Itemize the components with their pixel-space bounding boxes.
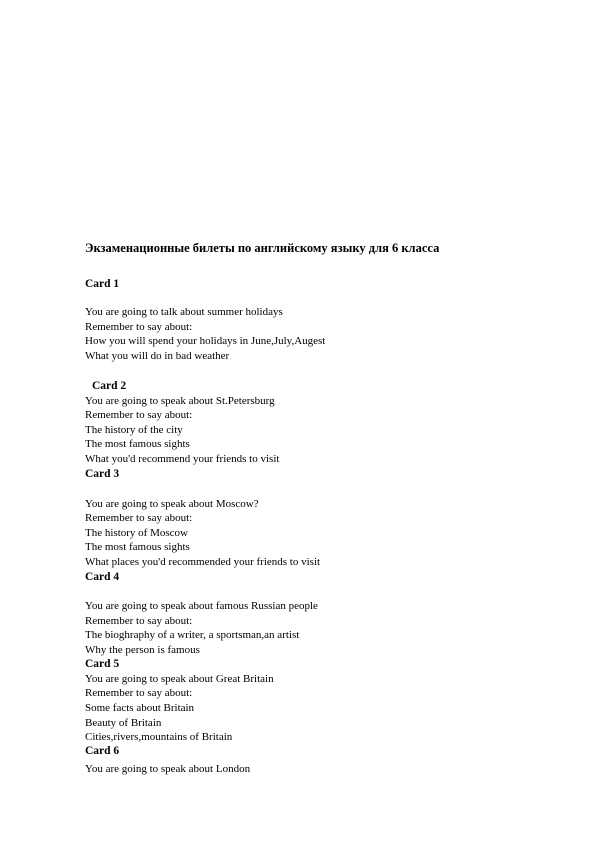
card-1-line-2: Remember to say about: bbox=[85, 321, 193, 333]
card-4-line-4: Why the person is famous bbox=[85, 644, 200, 656]
card-3-line-5: What places you'd recommended your friends to visit bbox=[85, 556, 321, 568]
card-4-line-1: You are going to speak about famous Russian people bbox=[85, 600, 318, 612]
card-2-line-2: Remember to say about: bbox=[85, 409, 193, 421]
card-5-heading: Card 5 bbox=[85, 658, 120, 670]
card-5-line-5: Cities,rivers,mountains of Britain bbox=[85, 731, 233, 743]
card-1-heading: Card 1 bbox=[85, 278, 120, 290]
card-6-heading: Card 6 bbox=[85, 745, 120, 757]
card-3-line-2: Remember to say about: bbox=[85, 512, 193, 524]
card-1-line-3: How you will spend your holidays in June,July,Augest bbox=[85, 335, 326, 347]
card-4-heading: Card 4 bbox=[85, 571, 120, 583]
card-2-line-5: What you'd recommend your friends to visit bbox=[85, 453, 280, 465]
card-3-line-4: The most famous sights bbox=[85, 541, 190, 553]
card-5-line-3: Some facts about Britain bbox=[85, 702, 195, 714]
card-6-line-1: You are going to speak about London bbox=[85, 763, 251, 775]
card-1-line-4: What you will do in bad weather bbox=[85, 350, 230, 362]
card-3-line-1: You are going to speak about Moscow? bbox=[85, 498, 259, 510]
card-2-line-3: The history of the city bbox=[85, 424, 183, 436]
card-4-line-2: Remember to say about: bbox=[85, 615, 193, 627]
card-2-line-1: You are going to speak about St.Petersburg bbox=[85, 395, 275, 407]
card-5-line-2: Remember to say about: bbox=[85, 687, 193, 699]
card-1-line-1: You are going to talk about summer holidays bbox=[85, 306, 283, 318]
card-5-line-1: You are going to speak about Great Britain bbox=[85, 673, 274, 685]
card-2-heading: Card 2 bbox=[92, 380, 127, 392]
card-4-line-3: The bioghraphy of a writer, a sportsman,an artist bbox=[85, 629, 300, 641]
card-3-heading: Card 3 bbox=[85, 468, 120, 480]
card-2-line-4: The most famous sights bbox=[85, 438, 190, 450]
card-3-line-3: The history of Moscow bbox=[85, 527, 188, 539]
card-5-line-4: Beauty of Britain bbox=[85, 717, 162, 729]
document-title: Экзаменационные билеты по английскому языку для 6 класса bbox=[85, 241, 440, 255]
